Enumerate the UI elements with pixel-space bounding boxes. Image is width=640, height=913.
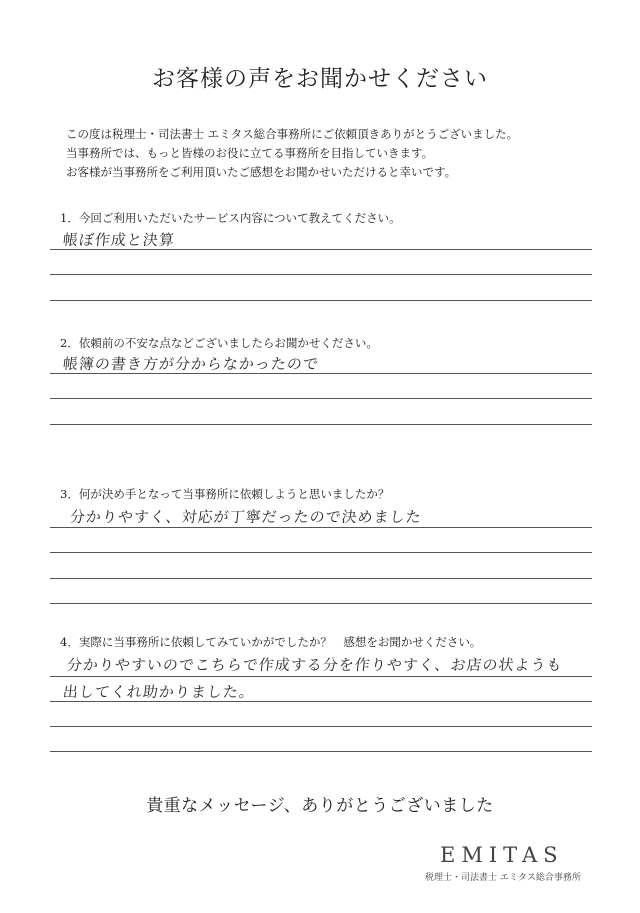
question-1-answer-line-1: 帳ぼ作成と決算 [62, 231, 176, 249]
question-2-answer-line-1: 帳簿の書き方が分からなかったので [62, 355, 320, 373]
question-1-label: 1．今回ご利用いただいたサービス内容について教えてください。 [60, 211, 401, 225]
question-2-label: 2．依頼前の不安な点などございましたらお聞かせください。 [60, 336, 378, 350]
answer-line [50, 249, 592, 250]
question-4-answer-line-2: 出してくれ助かりました。 [62, 683, 256, 701]
thanks-message: 貴重なメッセージ、ありがとうございました [146, 796, 494, 816]
answer-line [50, 751, 592, 752]
answer-line [50, 676, 592, 677]
question-4-label: 4．実際に当事務所に依頼してみていかがでしたか？ 感想をお聞かせください。 [60, 635, 482, 649]
answer-line [50, 603, 592, 604]
answer-line [50, 424, 592, 425]
question-3-answer-line-1: 分かりやすく、対応が丁寧だったので決めました [69, 508, 423, 526]
answer-line [50, 373, 592, 374]
answer-line [50, 527, 592, 528]
answer-line [50, 701, 592, 702]
answer-line [50, 726, 592, 727]
intro-text [66, 125, 518, 182]
intro-line: この度は税理士・司法書士 エミタス総合事務所にご依頼頂きありがとうございました。 [66, 127, 519, 141]
question-4-answer-line-1: 分かりやすいのでこちらで作成する分を作りやすく、お店の状ようも [66, 656, 564, 674]
logo-subtitle: 税理士・司法書士 エミタス総合事務所 [425, 873, 581, 883]
page-title: お客様の声をお聞かせください [152, 66, 488, 92]
emitas-logo: EMITAS [440, 843, 564, 867]
question-3-label: 3．何が決め手となって当事務所に依頼しようと思いましたか？ [60, 487, 390, 501]
answer-line [50, 274, 592, 275]
answer-line [50, 578, 592, 579]
answer-line [50, 300, 592, 301]
intro-line: 当事務所では、もっと皆様のお役に立てる事務所を目指していきます。 [66, 146, 434, 160]
answer-line [50, 552, 592, 553]
answer-line [50, 398, 592, 399]
intro-line: お客様が当事務所をご利用頂いたご感想をお聞かせいただけると幸いです。 [66, 165, 457, 179]
